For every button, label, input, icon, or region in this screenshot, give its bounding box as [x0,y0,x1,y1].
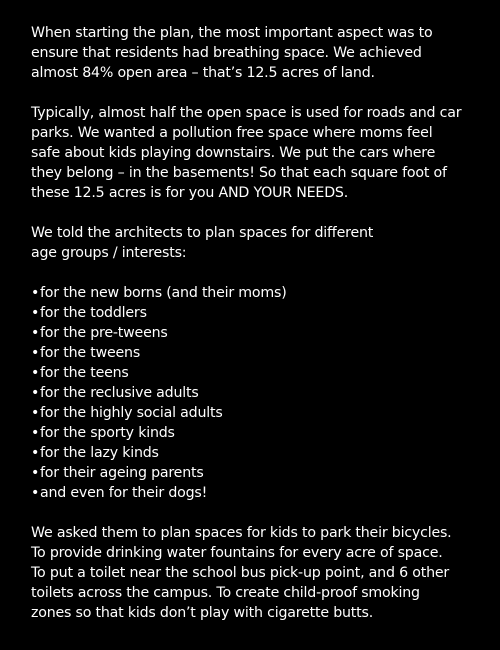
parking-paragraph [31,103,486,203]
text-line: age groups / interests: [31,245,187,261]
text-line: To provide drinking water fountains for every acre of space. [31,545,443,561]
bullet-icon: • [31,365,40,381]
list-item [31,383,486,403]
bullet-icon: • [31,345,40,361]
text-line: zones so that kids don’t play with cigarette butts. [31,605,374,621]
text-line: When starting the plan, the most important aspect was to [31,25,433,41]
architects-paragraph [31,223,486,263]
bullet-icon: • [31,425,40,441]
list-item-text: for the lazy kinds [40,445,159,461]
list-item-text: for the highly social adults [40,405,223,421]
list-item [31,463,486,483]
list-item [31,303,486,323]
list-item-text: for their ageing parents [40,465,204,481]
text-line: We asked them to plan spaces for kids to park their bicycles. [31,525,452,541]
list-item-text: for the reclusive adults [40,385,199,401]
bullet-icon: • [31,325,40,341]
list-item-text: for the pre-tweens [40,325,168,341]
list-item [31,403,486,423]
list-item [31,363,486,383]
bullet-icon: • [31,305,40,321]
list-item [31,443,486,463]
list-item-text: for the toddlers [40,305,147,321]
list-item-text: for the new borns (and their moms) [40,285,287,301]
list-item-text: for the tweens [40,345,141,361]
text-line: We told the architects to plan spaces for different [31,225,374,241]
text-line: safe about kids playing downstairs. We put the cars where [31,145,436,161]
text-line: these 12.5 acres is for you AND YOUR NEEDS. [31,185,349,201]
list-item-text: for the teens [40,365,129,381]
interest-list [31,283,486,503]
bullet-icon: • [31,405,40,421]
text-line: To put a toilet near the school bus pick-up point, and 6 other [31,565,450,581]
bullet-icon: • [31,285,40,301]
text-line: almost 84% open area – that’s 12.5 acres of land. [31,65,375,81]
list-item [31,283,486,303]
bullet-icon: • [31,445,40,461]
intro-paragraph [31,23,486,83]
list-item-text: for the sporty kinds [40,425,175,441]
text-line: parks. We wanted a pollution free space where moms feel [31,125,433,141]
text-line: ensure that residents had breathing space. We achieved [31,45,422,61]
list-item-text: and even for their dogs! [40,485,208,501]
amenities-paragraph [31,523,486,623]
list-item [31,343,486,363]
list-item [31,423,486,443]
text-line: toilets across the campus. To create child-proof smoking [31,585,420,601]
bullet-icon: • [31,385,40,401]
text-line: Typically, almost half the open space is used for roads and car [31,105,462,121]
text-line: they belong – in the basements! So that each square foot of [31,165,447,181]
list-item [31,323,486,343]
list-item [31,483,486,503]
bullet-icon: • [31,465,40,481]
bullet-icon: • [31,485,40,501]
